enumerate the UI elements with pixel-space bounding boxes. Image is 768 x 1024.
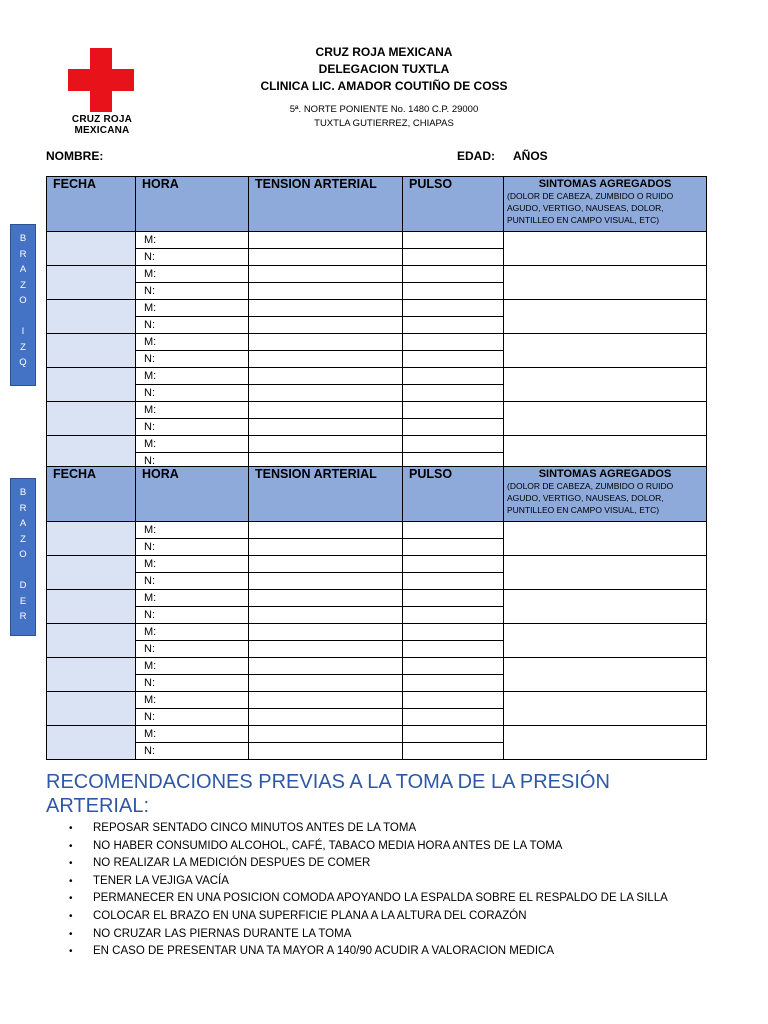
red-cross-icon — [68, 48, 134, 112]
side-letter — [11, 309, 35, 325]
tension-cell[interactable] — [249, 300, 403, 317]
pulso-cell[interactable] — [403, 675, 504, 692]
tension-cell[interactable] — [249, 539, 403, 556]
fecha-cell[interactable] — [47, 658, 136, 692]
table-row — [47, 590, 707, 607]
recommendation-text: NO HABER CONSUMIDO ALCOHOL, CAFÉ, TABACO MEDIA HORA ANTES DE LA TOMA — [93, 839, 563, 852]
list-item — [46, 820, 746, 838]
hora-cell[interactable]: N: — [136, 453, 249, 470]
bullet-icon: • — [69, 946, 73, 958]
hora-cell[interactable]: M: — [136, 624, 249, 641]
hora-cell[interactable]: N: — [136, 743, 249, 760]
pulso-cell[interactable] — [403, 232, 504, 249]
table-row — [47, 522, 707, 539]
table-row — [47, 232, 707, 249]
bp-table-brazo-der — [46, 466, 707, 760]
anos-label: AÑOS — [513, 149, 548, 163]
tension-header: TENSION ARTERIAL — [249, 177, 403, 232]
pulso-cell[interactable] — [403, 641, 504, 658]
hora-cell[interactable]: M: — [136, 334, 249, 351]
list-item — [46, 908, 746, 926]
side-letter: Z — [20, 533, 26, 545]
pulso-cell[interactable] — [403, 709, 504, 726]
pulso-cell[interactable] — [403, 658, 504, 675]
logo-text-line2: MEXICANA — [74, 125, 130, 136]
hora-cell[interactable]: N: — [136, 385, 249, 402]
hora-cell[interactable]: N: — [136, 419, 249, 436]
bullet-icon: • — [69, 910, 73, 922]
pulso-cell[interactable] — [403, 436, 504, 453]
sintomas-detail: (DOLOR DE CABEZA, ZUMBIDO O RUIDO AGUDO, VERTIGO, NAUSEAS, DOLOR, PUNTILLEO EN CAMPO VISUAL, ETC) — [507, 191, 674, 225]
pulso-cell[interactable] — [403, 334, 504, 351]
hora-header: HORA — [136, 467, 249, 522]
recommendations-list — [46, 820, 746, 961]
logo-text-line1: CRUZ ROJA — [71, 114, 133, 125]
fecha-header: FECHA — [47, 177, 136, 232]
pulso-cell[interactable] — [403, 266, 504, 283]
hora-cell[interactable]: M: — [136, 368, 249, 385]
side-letter: B — [19, 487, 27, 498]
address-line1: 5ª. NORTE PONIENTE No. 1480 C.P. 29000 — [289, 104, 479, 115]
hora-cell[interactable]: N: — [136, 675, 249, 692]
tension-cell[interactable] — [249, 692, 403, 709]
bullet-icon: • — [69, 858, 73, 870]
pulso-cell[interactable] — [403, 539, 504, 556]
pulso-cell[interactable] — [403, 419, 504, 436]
tension-cell[interactable] — [249, 385, 403, 402]
fecha-cell[interactable] — [47, 522, 136, 556]
hora-cell[interactable]: M: — [136, 522, 249, 539]
sintomas-cell[interactable] — [504, 726, 707, 760]
bullet-icon: • — [69, 893, 73, 905]
tension-cell[interactable] — [249, 283, 403, 300]
bullet-icon: • — [69, 928, 73, 940]
fecha-cell[interactable] — [47, 402, 136, 436]
hora-cell[interactable]: M: — [136, 266, 249, 283]
hora-cell[interactable]: N: — [136, 709, 249, 726]
bp-table-brazo-izq — [46, 176, 707, 470]
sintomas-cell[interactable] — [504, 590, 707, 624]
list-item — [46, 890, 746, 908]
fecha-cell[interactable] — [47, 726, 136, 760]
tension-cell[interactable] — [249, 726, 403, 743]
hora-cell[interactable]: M: — [136, 726, 249, 743]
hora-cell[interactable]: N: — [136, 317, 249, 334]
list-item — [46, 855, 746, 873]
table-row — [47, 368, 707, 385]
bullet-icon: • — [69, 875, 73, 887]
tension-cell[interactable] — [249, 607, 403, 624]
edad-label: EDAD: — [457, 149, 495, 163]
hora-cell[interactable]: M: — [136, 658, 249, 675]
hora-cell[interactable]: N: — [136, 573, 249, 590]
sintomas-cell[interactable] — [504, 692, 707, 726]
pulso-cell[interactable] — [403, 522, 504, 539]
nombre-label: NOMBRE: — [46, 149, 104, 163]
side-letter: B — [19, 233, 27, 244]
pulso-cell[interactable] — [403, 249, 504, 266]
tension-cell[interactable] — [249, 317, 403, 334]
list-item — [46, 873, 746, 891]
tension-cell[interactable] — [249, 709, 403, 726]
side-letter: R — [19, 611, 27, 622]
sintomas-cell[interactable] — [504, 368, 707, 402]
tension-cell[interactable] — [249, 641, 403, 658]
tension-cell[interactable] — [249, 624, 403, 641]
pulso-cell[interactable] — [403, 283, 504, 300]
pulso-cell[interactable] — [403, 402, 504, 419]
pulso-cell[interactable] — [403, 300, 504, 317]
side-letter: O — [19, 295, 27, 306]
sintomas-title: SINTOMAS AGREGADOS — [538, 468, 672, 480]
tension-cell[interactable] — [249, 266, 403, 283]
tension-header: TENSION ARTERIAL — [249, 467, 403, 522]
side-letter: D — [19, 580, 27, 591]
sintomas-cell[interactable] — [504, 658, 707, 692]
recommendation-text: COLOCAR EL BRAZO EN UNA SUPERFICIE PLANA A LA ALTURA DEL CORAZÓN — [93, 909, 527, 922]
tension-cell[interactable] — [249, 573, 403, 590]
delegation-name: DELEGACION TUXTLA — [318, 62, 450, 76]
table-row — [47, 658, 707, 675]
table-row — [47, 334, 707, 351]
pulso-cell[interactable] — [403, 590, 504, 607]
side-letter: O — [19, 549, 27, 560]
side-letter: Z — [20, 279, 26, 291]
sintomas-cell[interactable] — [504, 624, 707, 658]
sintomas-cell[interactable] — [504, 334, 707, 368]
hora-cell[interactable]: M: — [136, 556, 249, 573]
table-row — [47, 692, 707, 709]
hora-cell[interactable]: M: — [136, 402, 249, 419]
table-row — [47, 402, 707, 419]
pulso-header: PULSO — [403, 177, 504, 232]
hora-header: HORA — [136, 177, 249, 232]
address-line2: TUXTLA GUTIERREZ, CHIAPAS — [314, 118, 454, 129]
document-header — [200, 44, 568, 131]
hora-cell[interactable]: M: — [136, 436, 249, 453]
pulso-cell[interactable] — [403, 624, 504, 641]
tension-cell[interactable] — [249, 436, 403, 453]
recommendation-text: PERMANECER EN UNA POSICION COMODA APOYANDO LA ESPALDA SOBRE EL RESPALDO DE LA SILLA — [93, 892, 668, 905]
brazo-der-label — [10, 478, 36, 636]
sintomas-cell[interactable] — [504, 402, 707, 436]
hora-cell[interactable]: N: — [136, 607, 249, 624]
fecha-cell[interactable] — [47, 300, 136, 334]
tension-cell[interactable] — [249, 419, 403, 436]
cruz-roja-logo — [64, 48, 140, 140]
org-name: CRUZ ROJA MEXICANA — [315, 45, 453, 59]
hora-cell[interactable]: M: — [136, 692, 249, 709]
sintomas-cell[interactable] — [504, 556, 707, 590]
sintomas-header — [504, 467, 707, 522]
table-row — [47, 624, 707, 641]
sintomas-cell[interactable] — [504, 436, 707, 470]
brazo-izq-label — [10, 224, 36, 386]
fecha-cell[interactable] — [47, 436, 136, 470]
tension-cell[interactable] — [249, 590, 403, 607]
recommendation-text: EN CASO DE PRESENTAR UNA TA MAYOR A 140/90 ACUDIR A VALORACION MEDICA — [93, 945, 554, 958]
sintomas-header — [504, 177, 707, 232]
pulso-cell[interactable] — [403, 743, 504, 760]
table-row — [47, 726, 707, 743]
side-letter: R — [19, 502, 27, 514]
pulso-cell[interactable] — [403, 692, 504, 709]
hora-cell[interactable]: N: — [136, 641, 249, 658]
clinic-name: CLINICA LIC. AMADOR COUTIÑO DE COSS — [260, 79, 508, 93]
hora-cell[interactable]: N: — [136, 351, 249, 368]
side-letter: A — [19, 264, 27, 275]
recommendation-text: NO REALIZAR LA MEDICIÓN DESPUES DE COMER — [93, 857, 371, 870]
list-item — [46, 838, 746, 856]
hora-cell[interactable]: M: — [136, 232, 249, 249]
pulso-cell[interactable] — [403, 351, 504, 368]
tension-cell[interactable] — [249, 368, 403, 385]
fecha-cell[interactable] — [47, 590, 136, 624]
tension-cell[interactable] — [249, 658, 403, 675]
tension-cell[interactable] — [249, 351, 403, 368]
tension-cell[interactable] — [249, 334, 403, 351]
bullet-icon: • — [69, 840, 73, 852]
pulso-header: PULSO — [403, 467, 504, 522]
recommendation-text: REPOSAR SENTADO CINCO MINUTOS ANTES DE LA TOMA — [93, 822, 417, 834]
bullet-icon: • — [69, 823, 73, 834]
hora-cell[interactable]: M: — [136, 300, 249, 317]
tension-cell[interactable] — [249, 743, 403, 760]
pulso-cell[interactable] — [403, 573, 504, 590]
sintomas-title: SINTOMAS AGREGADOS — [538, 178, 672, 190]
pulso-cell[interactable] — [403, 607, 504, 624]
pulso-cell[interactable] — [403, 368, 504, 385]
table-row — [47, 556, 707, 573]
logo-text — [64, 114, 140, 136]
sintomas-cell[interactable] — [504, 232, 707, 266]
fecha-header: FECHA — [47, 467, 136, 522]
fecha-cell[interactable] — [47, 624, 136, 658]
hora-cell[interactable]: M: — [136, 590, 249, 607]
side-letter — [11, 563, 35, 579]
side-letter: Q — [19, 357, 27, 368]
sintomas-cell[interactable] — [504, 300, 707, 334]
pulso-cell[interactable] — [403, 317, 504, 334]
table-row — [47, 266, 707, 283]
side-letter: I — [21, 326, 25, 337]
list-item — [46, 943, 746, 961]
sintomas-cell[interactable] — [504, 522, 707, 556]
pulso-cell[interactable] — [403, 556, 504, 573]
table-row — [47, 300, 707, 317]
fecha-cell[interactable] — [47, 334, 136, 368]
tension-cell[interactable] — [249, 522, 403, 539]
recommendations-title: RECOMENDACIONES PREVIAS A LA TOMA DE LA PRESIÓN ARTERIAL: — [46, 771, 610, 817]
hora-cell[interactable]: N: — [136, 283, 249, 300]
recommendation-text: NO CRUZAR LAS PIERNAS DURANTE LA TOMA — [93, 927, 352, 940]
tension-cell[interactable] — [249, 675, 403, 692]
fecha-cell[interactable] — [47, 692, 136, 726]
list-item — [46, 926, 746, 944]
tension-cell[interactable] — [249, 556, 403, 573]
recommendation-text: TENER LA VEJIGA VACÍA — [93, 874, 229, 887]
pulso-cell[interactable] — [403, 385, 504, 402]
side-letter: Z — [20, 341, 26, 353]
fecha-cell[interactable] — [47, 232, 136, 266]
fecha-cell[interactable] — [47, 368, 136, 402]
fecha-cell[interactable] — [47, 266, 136, 300]
table-row — [47, 436, 707, 453]
pulso-cell[interactable] — [403, 726, 504, 743]
side-letter: R — [19, 248, 27, 260]
side-letter: E — [19, 595, 27, 607]
tension-cell[interactable] — [249, 249, 403, 266]
sintomas-detail: (DOLOR DE CABEZA, ZUMBIDO O RUIDO AGUDO, VERTIGO, NAUSEAS, DOLOR, PUNTILLEO EN CAMPO VISUAL, ETC) — [507, 481, 674, 515]
sintomas-cell[interactable] — [504, 266, 707, 300]
tension-cell[interactable] — [249, 402, 403, 419]
side-letter: A — [19, 518, 27, 529]
tension-cell[interactable] — [249, 232, 403, 249]
fecha-cell[interactable] — [47, 556, 136, 590]
hora-cell[interactable]: N: — [136, 539, 249, 556]
hora-cell[interactable]: N: — [136, 249, 249, 266]
